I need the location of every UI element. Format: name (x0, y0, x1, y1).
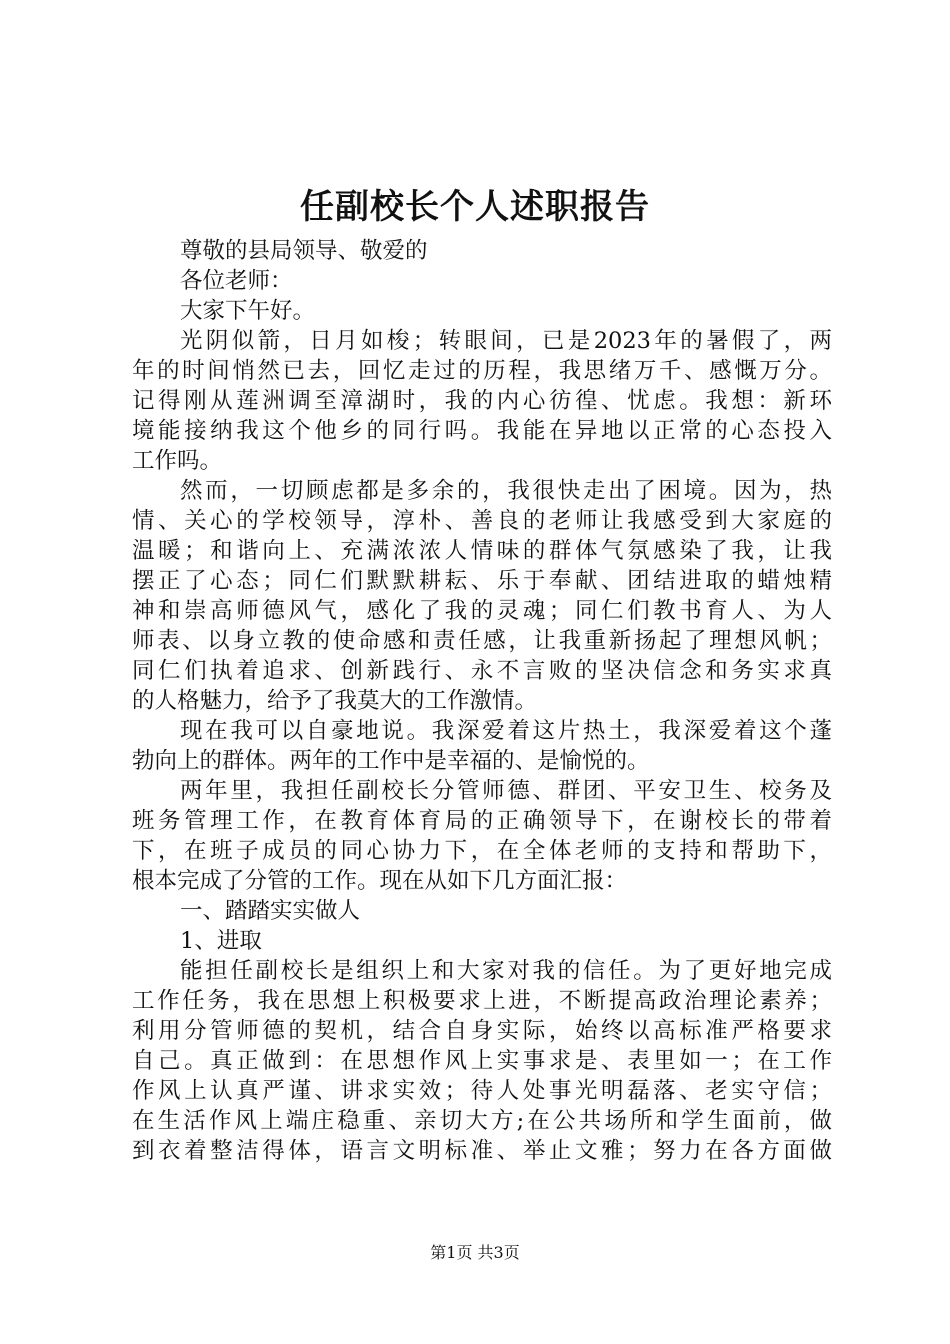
text-line: 根本完成了分管的工作。现在从如下几方面汇报： (132, 868, 628, 894)
section-heading: 一、踏踏实实做人 (180, 898, 361, 924)
text-line: 师表、以身立教的使命感和责任感，让我重新扬起了理想风帆； (132, 628, 832, 654)
text-line: 勃向上的群体。两年的工作中是幸福的、是愉悦的。 (132, 748, 650, 774)
text-line: 各位老师： (180, 268, 293, 294)
text-line: 年的时间悄然已去，回忆走过的历程，我思绪万千、感慨万分。 (132, 358, 832, 384)
text-line: 情、关心的学校领导，淳朴、善良的老师让我感受到大家庭的 (132, 508, 832, 534)
text-line: 两年里，我担任副校长分管师德、群团、平安卫生、校务及 (180, 778, 832, 804)
text-line: 工作任务，我在思想上积极要求上进，不断提高政治理论素养； (132, 988, 832, 1014)
text-line: 光阴似箭，日月如梭；转眼间，已是2023年的暑假了，两 (180, 328, 832, 354)
text-line: 温暖；和谐向上、充满浓浓人情味的群体气氛感染了我，让我 (132, 538, 832, 564)
text-line: 工作吗。 (132, 448, 223, 474)
text-line: 同仁们执着追求、创新践行、永不言败的坚决信念和务实求真 (132, 658, 832, 684)
text-line: 尊敬的县局领导、敬爱的 (180, 238, 428, 264)
text-line: 境能接纳我这个他乡的同行吗。我能在异地以正常的心态投入 (132, 418, 832, 444)
text-line: 大家下午好。 (180, 298, 316, 324)
text-line: 班务管理工作，在教育体育局的正确领导下，在谢校长的带着 (132, 808, 832, 834)
text-line: 作风上认真严谨、讲求实效；待人处事光明磊落、老实守信； (132, 1078, 832, 1104)
text-line: 现在我可以自豪地说。我深爱着这片热土，我深爱着这个蓬 (180, 718, 832, 744)
page-title: 任副校长个人述职报告 (300, 187, 650, 227)
page-number: 第1页 共3页 (430, 1243, 520, 1262)
document-body (132, 236, 832, 1166)
subsection-heading: 1、进取 (180, 928, 262, 954)
text-line: 的人格魅力，给予了我莫大的工作激情。 (132, 688, 538, 714)
text-line: 在生活作风上端庄稳重、亲切大方;在公共场所和学生面前，做 (132, 1108, 832, 1134)
text-line: 摆正了心态；同仁们默默耕耘、乐于奉献、团结进取的蜡烛精 (132, 568, 832, 594)
text-line: 到衣着整洁得体，语言文明标准、举止文雅；努力在各方面做 (132, 1138, 832, 1164)
text-line: 能担任副校长是组织上和大家对我的信任。为了更好地完成 (180, 958, 832, 984)
text-line: 然而，一切顾虑都是多余的，我很快走出了困境。因为，热 (180, 478, 832, 504)
text-line: 神和崇高师德风气，感化了我的灵魂；同仁们教书育人、为人 (132, 598, 832, 624)
text-line: 利用分管师德的契机，结合自身实际，始终以高标准严格要求 (132, 1018, 832, 1044)
text-line: 记得刚从莲洲调至漳湖时，我的内心彷徨、忧虑。我想：新环 (132, 388, 832, 414)
text-line: 自己。真正做到：在思想作风上实事求是、表里如一；在工作 (132, 1048, 832, 1074)
text-line: 下，在班子成员的同心协力下，在全体老师的支持和帮助下， (132, 838, 832, 864)
